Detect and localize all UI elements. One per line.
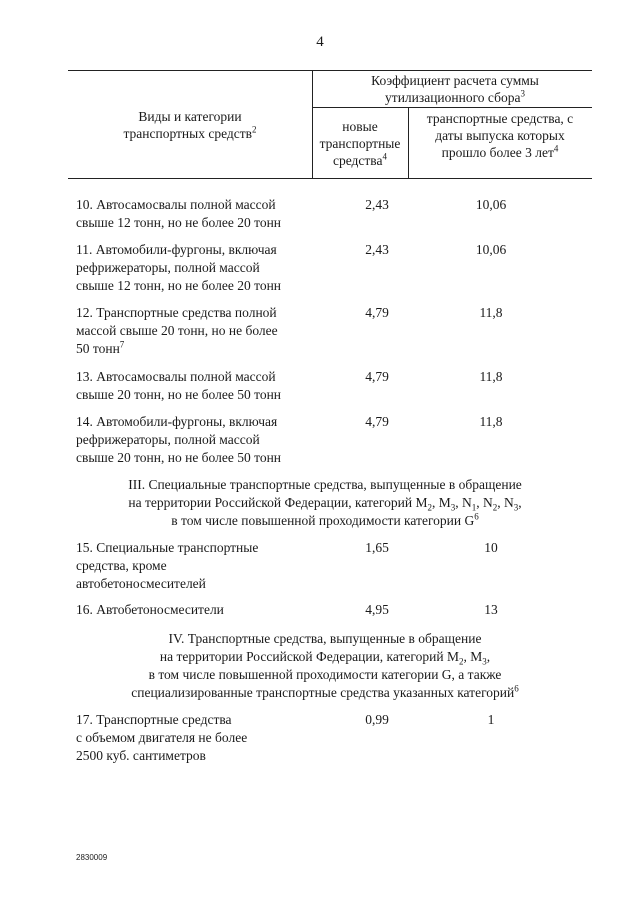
- row-name-line: 12. Транспортные средства полной: [76, 305, 277, 320]
- row-name-line: [76, 340, 316, 358]
- row-name: [76, 241, 316, 295]
- row-name-text: 50 тонн: [76, 341, 120, 356]
- section-line: [70, 512, 580, 530]
- row-name-line: 15. Специальные транспортные: [76, 540, 259, 555]
- header-bottom-rule: [68, 178, 592, 179]
- row-old-value: 11,8: [479, 414, 503, 429]
- row-name-line: рефрижераторы, полной массой: [76, 432, 260, 447]
- row-name-line: 13. Автосамосвалы полной массой: [76, 369, 276, 384]
- row-name-line: массой свыше 20 тонн, но не более: [76, 323, 278, 338]
- row-new-value: 4,95: [365, 602, 389, 617]
- row-new-value: 4,79: [365, 414, 389, 429]
- section-text: на территории Российской Федерации, категорий M: [159, 649, 459, 664]
- header-sub1-label: новые транспортные средства: [319, 119, 401, 168]
- row-name-line: средства, кроме: [76, 558, 167, 573]
- row-name-line: свыше 12 тонн, но не более 20 тонн: [76, 215, 282, 230]
- row-name-line: рефрижераторы, полной массой: [76, 260, 260, 275]
- row-name: [76, 413, 316, 467]
- header-divider-1: [312, 70, 313, 178]
- header-sub2: [418, 110, 582, 161]
- header-sub1: [316, 118, 404, 169]
- section-sup: 6: [474, 511, 479, 522]
- row-old-value: 10,06: [475, 197, 507, 212]
- row-name: [76, 196, 316, 232]
- row-name: [76, 304, 316, 358]
- row-name: [76, 368, 316, 404]
- row-new-value: 0,99: [365, 712, 389, 727]
- row-name-line: 2500 куб. сантиметров: [76, 748, 206, 763]
- document-code: 2830009: [76, 853, 108, 862]
- header-sub2-sup: 4: [553, 143, 559, 154]
- header-sub1-sup: 4: [382, 151, 387, 162]
- section-line: [70, 684, 580, 702]
- row-name-line: свыше 20 тонн, но не более 50 тонн: [76, 450, 282, 465]
- row-old-value: 11,8: [479, 369, 503, 384]
- row-name-sup: 7: [119, 339, 125, 350]
- section-sup: 6: [514, 683, 519, 694]
- row-old-value: 1: [487, 712, 495, 727]
- row-name-line: автобетоносмесителей: [76, 576, 206, 591]
- section-heading-iv: [70, 630, 580, 702]
- header-group: [330, 72, 580, 106]
- section-text: на территории Российской Федерации, категорий M: [128, 495, 428, 510]
- row-name-line: 17. Транспортные средства: [76, 712, 232, 727]
- header-group-label: Коэффициент расчета суммы утилизационного сбора: [371, 73, 539, 105]
- row-name-line: свыше 12 тонн, но не более 20 тонн: [76, 278, 282, 293]
- header-col1-sup: 2: [252, 124, 257, 135]
- section-text: в том числе повышенной проходимости категории G: [171, 513, 475, 528]
- header-divider-2: [408, 107, 409, 178]
- header-col1: [100, 108, 280, 142]
- section-text: специализированные транспортные средства указанных категорий: [131, 685, 515, 700]
- row-name: [76, 539, 316, 593]
- row-new-value: 4,79: [365, 369, 389, 384]
- page-number: 4: [316, 34, 324, 50]
- section-line: в том числе повышенной проходимости категории G, а также: [148, 667, 502, 682]
- row-old-value: 13: [484, 602, 498, 617]
- row-name-line: 16. Автобетоносмесители: [76, 602, 224, 617]
- row-name: [76, 711, 316, 765]
- row-old-value: 10,06: [475, 242, 507, 257]
- header-top-rule: [68, 70, 592, 71]
- row-name: [76, 601, 316, 619]
- section-heading-iii: [70, 476, 580, 530]
- row-old-value: 10: [484, 540, 498, 555]
- section-line: на территории Российской Федерации, категорий $M_2$, $M_3$,: [159, 649, 491, 667]
- row-new-value: 4,79: [365, 305, 389, 320]
- row-new-value: 1,65: [365, 540, 389, 555]
- row-name-line: 11. Автомобили-фургоны, включая: [76, 242, 277, 257]
- section-line: IV. Транспортные средства, выпущенные в обращение: [168, 631, 482, 646]
- header-sub2-label: транспортные средства, с даты выпуска которых прошло более 3 лет: [426, 111, 574, 160]
- row-name-line: с объемом двигателя не более: [76, 730, 248, 745]
- header-group-sup: 3: [520, 88, 525, 99]
- header-col1-label: Виды и категории транспортных средств: [123, 109, 253, 141]
- header-sub-rule: [312, 107, 592, 108]
- row-name-line: свыше 20 тонн, но не более 50 тонн: [76, 387, 282, 402]
- row-name-line: 14. Автомобили-фургоны, включая: [76, 414, 278, 429]
- section-line: III. Специальные транспортные средства, выпущенные в обращение: [128, 477, 522, 492]
- row-new-value: 2,43: [365, 197, 389, 212]
- row-name-line: 10. Автосамосвалы полной массой: [76, 197, 276, 212]
- row-old-value: 11,8: [479, 305, 503, 320]
- row-new-value: 2,43: [365, 242, 389, 257]
- section-line: на территории Российской Федерации, категорий $M_2$, $M_3$, $N_1$, $N_2$, $N_3$,: [128, 495, 522, 513]
